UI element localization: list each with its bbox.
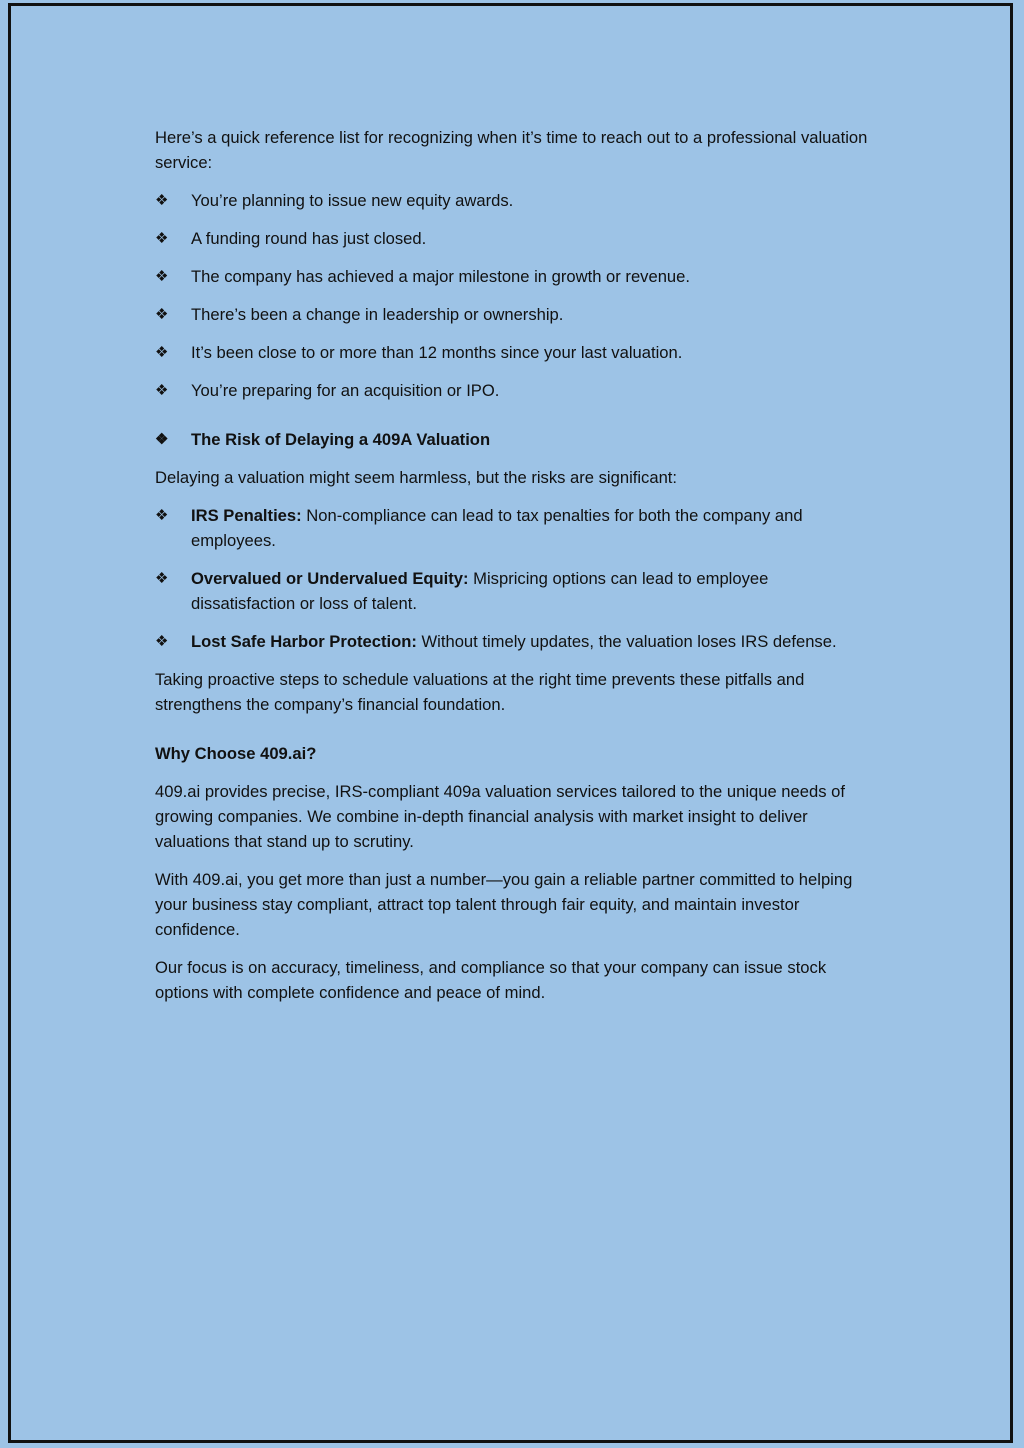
why-paragraph: Our focus is on accuracy, timeliness, and compliance so that your company can issue stock options with complete confidence and peace of mind. [155,958,827,1002]
list-item-text: A funding round has just closed. [191,229,427,248]
document-body [155,125,875,1018]
intro-paragraph: Here’s a quick reference list for recognizing when it’s time to reach out to a professional valuation service: [155,128,868,172]
diamond-bullet-icon: ❖ [155,268,169,285]
risk-heading-list [155,427,875,452]
risk-text: Non-compliance can lead to tax penalties for both the company and employees. [191,506,803,550]
list-item [155,566,875,616]
diamond-bullet-icon: ❖ [155,570,169,587]
risk-term: Lost Safe Harbor Protection: [191,632,417,651]
diamond-bullet-icon: ❖ [155,344,169,361]
risk-heading [155,427,875,452]
list-item [155,629,875,654]
list-item-text: It’s been close to or more than 12 months since your last valuation. [191,343,683,362]
list-item [155,226,875,251]
risk-term: IRS Penalties: [191,506,302,525]
diamond-bullet-icon: ❖ [155,192,169,209]
risk-outro: Taking proactive steps to schedule valuations at the right time prevents these pitfalls and strengthens the company’s financial foundation. [155,670,805,714]
diamond-bullet-icon: ❖ [155,431,169,448]
section-heading: The Risk of Delaying a 409A Valuation [191,430,491,449]
why-paragraph: 409.ai provides precise, IRS-compliant 409a valuation services tailored to the unique needs of growing companies. We combine in-depth financial analysis with market insight to deliver valuations that stand up to scrutiny. [155,782,845,851]
list-item [155,503,875,553]
trigger-list [155,188,875,403]
diamond-bullet-icon: ❖ [155,230,169,247]
list-item [155,340,875,365]
list-item [155,264,875,289]
risk-list [155,503,875,654]
risk-term: Overvalued or Undervalued Equity: [191,569,469,588]
list-item [155,188,875,213]
list-item [155,378,875,403]
list-item-text: You’re preparing for an acquisition or IPO. [191,381,500,400]
risk-text: Without timely updates, the valuation loses IRS defense. [416,632,837,651]
list-item-text: The company has achieved a major milestone in growth or revenue. [191,267,690,286]
risk-intro: Delaying a valuation might seem harmless, but the risks are significant: [155,468,678,487]
diamond-bullet-icon: ❖ [155,633,169,650]
list-item-text: You’re planning to issue new equity awards. [191,191,514,210]
risk-text: Mispricing options can lead to employee dissatisfaction or loss of talent. [191,569,769,613]
diamond-bullet-icon: ❖ [155,507,169,524]
diamond-bullet-icon: ❖ [155,306,169,323]
list-item [155,302,875,327]
why-paragraph: With 409.ai, you get more than just a number—you gain a reliable partner committed to helping your business stay compliant, attract top talent through fair equity, and maintain investor confidence. [155,870,853,939]
list-item-text: There’s been a change in leadership or ownership. [191,305,564,324]
diamond-bullet-icon: ❖ [155,382,169,399]
why-heading: Why Choose 409.ai? [155,744,317,763]
